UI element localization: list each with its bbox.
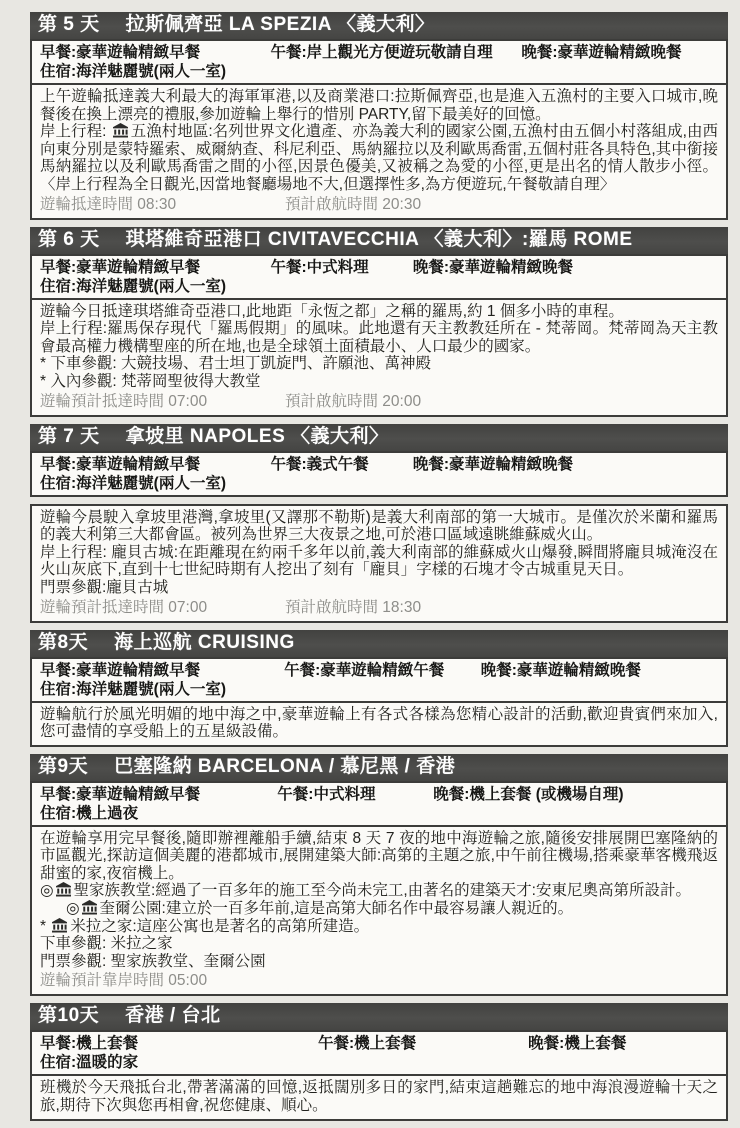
itinerary-text: 在遊輪享用完早餐後,隨即辦裡離船手續,結束 8 天 7 夜的地中海遊輪之旅,隨後安排展開巴塞隆納的市區觀光,探訪這個美麗的港都城市,展開建築大師:高第的主題之旅,中午前往機場,搭乘豪華客機飛返甜蜜的家,夜宿機上。	[40, 829, 718, 882]
meal-lunch: 午餐:豪華遊輪精緻午餐	[284, 661, 445, 679]
itinerary-line	[40, 123, 718, 193]
meal-lunch: 午餐:機上套餐	[317, 1035, 417, 1053]
itinerary-line	[40, 303, 718, 321]
day-section	[30, 424, 728, 623]
meals-box	[30, 657, 728, 703]
itinerary-line	[40, 88, 718, 123]
day-title: 海上巡航 CRUISING	[114, 631, 295, 653]
line-prefix: *	[40, 917, 51, 935]
day-section	[30, 227, 728, 417]
day-header	[30, 754, 728, 781]
times-row	[40, 392, 718, 411]
itinerary-line	[40, 935, 718, 953]
lodging: 住宿:海洋魅麗號(兩人一室)	[40, 474, 226, 492]
meals-row	[40, 1034, 718, 1053]
meal-lunch: 午餐:岸上觀光方便遊玩敬請自理	[270, 44, 493, 61]
body-box	[30, 825, 728, 997]
arrival-time: 遊輪預計抵達時間 07:00	[40, 598, 208, 616]
itinerary-text: * 入內參觀: 梵蒂岡聖彼得大教堂	[40, 372, 261, 390]
itinerary-text: 岸上行程:羅馬保存現代「羅馬假期」的風味。此地還有天主教教廷所在 - 梵蒂岡。梵蒂岡為天主教會最高權力機構聖座的所在地,也是全球領土面積最小、人口最少的國家。	[40, 320, 718, 355]
line-prefix: ◎	[40, 882, 54, 900]
line-prefix: ◎	[66, 900, 80, 918]
body-box	[30, 83, 728, 220]
lodging: 住宿:海洋魅麗號(兩人一室)	[40, 680, 226, 698]
itinerary-line	[40, 706, 718, 741]
meal-breakfast: 早餐:豪華遊輪精緻早餐	[40, 44, 201, 61]
itinerary-text: 班機於今天飛抵台北,帶著滿滿的回憶,返抵闊別多日的家門,結束這趟難忘的地中海浪漫遊輪十天之旅,期待下次與您再相會,祝您健康、順心。	[40, 1079, 718, 1115]
meals-box	[30, 254, 728, 300]
itinerary-text: 遊輪航行於風光明媚的地中海之中,豪華遊輪上有各式各樣為您精心設計的活動,歡迎貴賓們來加入,您可盡情的享受船上的五星級設備。	[40, 705, 718, 741]
lodging: 住宿:海洋魅麗號(兩人一室)	[40, 63, 226, 80]
itinerary-text: 上午遊輪抵達義大利最大的海軍軍港,以及商業港口:拉斯佩齊亞,也是進入五漁村的主要入口城市,晚餐後在換上漂亮的禮服,參加遊輪上舉行的惜別 PARTY,留下最美好的回憶。	[40, 88, 718, 123]
day-header	[30, 12, 728, 39]
meals-box	[30, 39, 728, 85]
itinerary-line	[40, 830, 718, 883]
itinerary-text: 米拉之家:這座公寓也是著名的高第所建造。	[70, 917, 370, 935]
itinerary-text: 五漁村地區:名列世界文化遺產、亦為義大利的國家公園,五漁村由五個小村落組成,由西向東分別是蒙特羅索、威爾納查、科尼利亞、馬納羅拉以及利歐馬喬雷,五個村莊各具特色,其中銜接馬納羅拉以及利歐馬喬雷之間的小徑,因景色優美,又被稱之為愛的小徑,更是出名的情人散步小徑。〈岸上行程為全日觀光,因當地餐廳場地不大,但選擇性多,為方便遊玩,午餐敬請自理〉	[40, 123, 718, 193]
landmark-icon	[81, 900, 98, 915]
arrival-time: 遊輪抵達時間 08:30	[40, 195, 177, 213]
itinerary-line	[40, 579, 718, 597]
day-section	[30, 1003, 728, 1120]
day-number: 第 6 天	[38, 228, 100, 250]
meals-row	[40, 258, 718, 277]
meal-dinner: 晚餐:豪華遊輪精緻晚餐	[412, 455, 574, 473]
meals-box	[30, 1030, 728, 1076]
meal-lunch: 午餐:中式料理	[270, 258, 369, 276]
meals-row	[40, 43, 718, 62]
itinerary-line	[40, 373, 718, 391]
itinerary-text: 門票參觀: 聖家族教堂、奎爾公園	[40, 952, 266, 970]
meal-dinner: 晚餐:機上套餐 (或機場自理)	[433, 785, 624, 803]
day-title: 香港 / 台北	[125, 1005, 221, 1027]
lodging: 住宿:溫暖的家	[40, 1054, 139, 1072]
meals-row	[40, 455, 718, 474]
arrival-time: 遊輪預計靠岸時間 05:00	[40, 972, 208, 990]
times-row	[40, 195, 718, 214]
body-box	[30, 701, 728, 747]
day-header	[30, 630, 728, 657]
arrival-time: 遊輪預計抵達時間 07:00	[40, 392, 208, 410]
landmark-icon	[51, 918, 68, 933]
body-box	[30, 1074, 728, 1120]
meal-lunch: 午餐:義式午餐	[270, 455, 369, 473]
itinerary-text: 岸上行程: 龐貝古城:在距離現在約兩千多年以前,義大利南部的維蘇威火山爆發,瞬間將龐貝城淹沒在火山灰底下,直到十七世紀時期有人挖出了刻有「龐貝」字樣的石塊才令古城重見天日。	[40, 543, 718, 579]
meal-breakfast: 早餐:豪華遊輪精緻早餐	[40, 661, 201, 679]
landmark-icon	[55, 882, 72, 897]
landmark-icon	[112, 123, 129, 138]
day-title: 琪塔維奇亞港口 CIVITAVECCHIA 〈義大利〉:羅馬 ROME	[125, 228, 633, 250]
meal-dinner: 晚餐:豪華遊輪精緻晚餐	[412, 258, 574, 276]
day-header	[30, 227, 728, 254]
meals-row	[40, 661, 718, 680]
body-box	[30, 504, 728, 623]
itinerary-page	[30, 12, 728, 1128]
day-number: 第 7 天	[38, 425, 100, 447]
day-section	[30, 630, 728, 747]
itinerary-text: 遊輪今晨駛入拿坡里港灣,拿坡里(又譯那不勒斯)是義大利南部的第一大城市。是僅次於米蘭和羅馬的義大利第三大都會區。被列為世界三大夜景之地,可於港口區域遠眺維蘇威火山。	[40, 508, 718, 544]
lodging: 住宿:機上過夜	[40, 804, 139, 822]
itinerary-line	[40, 953, 718, 971]
departure-time: 預計啟航時間 18:30	[285, 598, 422, 616]
day-title: 拉斯佩齊亞 LA SPEZIA 〈義大利〉	[125, 14, 435, 35]
itinerary-text: 奎爾公園:建立於一百多年前,這是高第大師名作中最容易讓人親近的。	[99, 900, 574, 918]
meal-breakfast: 早餐:機上套餐	[40, 1035, 139, 1053]
day-title: 拿坡里 NAPOLES 〈義大利〉	[125, 425, 389, 447]
body-box	[30, 298, 728, 417]
meals-box	[30, 451, 728, 497]
itinerary-text: 聖家族教堂:經過了一百多年的施工至今尚未完工,由著名的建築天才:安東尼奧高第所設計。	[73, 882, 691, 900]
itinerary-line	[40, 882, 718, 900]
day-number: 第10天	[38, 1005, 100, 1027]
itinerary-line	[40, 900, 718, 918]
itinerary-text: 門票參觀:龐貝古城	[40, 578, 169, 596]
itinerary-line	[40, 355, 718, 373]
meals-box	[30, 781, 728, 827]
day-title: 巴塞隆納 BARCELONA / 慕尼黑 / 香港	[114, 755, 456, 777]
day-section	[30, 754, 728, 997]
line-prefix: 岸上行程:	[40, 123, 111, 141]
times-row	[40, 598, 718, 617]
day-number: 第9天	[38, 755, 89, 777]
meal-lunch: 午餐:中式料理	[277, 785, 376, 803]
itinerary-line	[40, 544, 718, 579]
meal-dinner: 晚餐:豪華遊輪精緻晚餐	[521, 44, 682, 61]
meal-dinner: 晚餐:豪華遊輪精緻晚餐	[480, 661, 641, 679]
itinerary-line	[40, 1079, 718, 1114]
itinerary-line	[40, 918, 718, 936]
meal-breakfast: 早餐:豪華遊輪精緻早餐	[40, 258, 201, 276]
meal-breakfast: 早餐:豪華遊輪精緻早餐	[40, 785, 201, 803]
departure-time: 預計啟航時間 20:00	[285, 392, 422, 410]
itinerary-text: * 下車參觀: 大競技場、君士坦丁凱旋門、許願池、萬神殿	[40, 355, 431, 373]
times-row	[40, 971, 718, 990]
meal-dinner: 晚餐:機上套餐	[528, 1035, 627, 1053]
day-number: 第 5 天	[38, 14, 100, 35]
lodging: 住宿:海洋魅麗號(兩人一室)	[40, 277, 226, 295]
itinerary-text: 遊輪今日抵達琪塔維奇亞港口,此地距「永恆之都」之稱的羅馬,約 1 個多小時的車程。	[40, 302, 624, 320]
meal-breakfast: 早餐:豪華遊輪精緻早餐	[40, 455, 201, 473]
itinerary-text: 下車參觀: 米拉之家	[40, 935, 173, 953]
day-header	[30, 424, 728, 451]
meals-row	[40, 785, 718, 804]
departure-time: 預計啟航時間 20:30	[285, 195, 422, 213]
day-number: 第8天	[38, 631, 89, 653]
itinerary-line	[40, 320, 718, 355]
day-section	[30, 12, 728, 220]
day-header	[30, 1003, 728, 1030]
itinerary-line	[40, 509, 718, 544]
